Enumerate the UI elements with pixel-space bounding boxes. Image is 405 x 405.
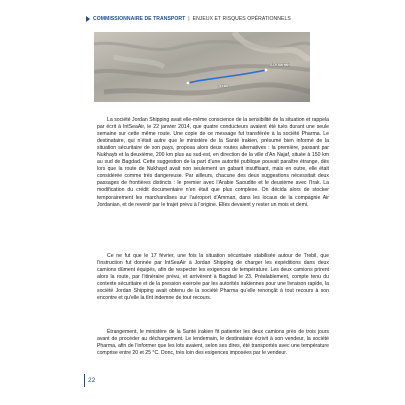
header-separator: | xyxy=(188,16,190,22)
trebil-marker xyxy=(187,82,190,85)
map-label-alkhalil: Al-Kharrah xyxy=(270,63,290,67)
header-title: COMMISSIONNAIRE DE TRANSPORT xyxy=(93,16,186,22)
paragraph-text: La société Jordan Shipping avait elle-même conscience de la sensibilité de la situation et rappela par écrit à IntSeaAir, le 22 janvier 2014, que quatre conducteurs avaient été tués durant une seule semaine sur cette même route. Une copie de ce message fut transférée à la société Pharma. Le destinataire, qui n’était autre que le ministère de la Santé irakien, présumé bien informé de la situation sécuritaire de son pays, proposa alors deux routes alternatives : la première, passant par Nukhayb et la deuxième, 200 km plus au sud-est, en direction de la ville d’An Najaf, située à 150 km au sud de Bagdad. Cette suggestion de la part d’une autorité publique pouvait paraître étrange, dès lors que la route de Nukhayd avait non seulement un gabarit insuffisant, mais en outre, elle était considérée comme très dangereuse. Par ailleurs, chacune des deux suggestions nécessitait deux passages de frontières distincts : le premier avec l’Arabie Saoudite et le deuxième avec l’Irak. La modification du crédit documentaire n’en était que plus complexe. On décida alors de stocker temporairement les marchandises sur l’aéroport d’Amman, dans les locaux de la compagnie Air Jordanian, et de revenir par le trajet prévu à l’origine. Elles devaient y rester un mois et demi. xyxy=(97,117,329,208)
page-number: 22 xyxy=(88,377,96,384)
paragraph-text: Étrangement, le ministère de la Santé irakien fit patienter les deux camions près de trois jours avant de procéder au déchargement. Le lendemain, le destinataire écrivit à son vendeur, la société Pharma, afin de l’informer que les lots avaient, selon ses dires, été transportés avec une température comprise entre 20 et 25 °C. Donc, très loin des exigences imposées par le vendeur. xyxy=(97,329,329,357)
map-terrain xyxy=(94,32,310,102)
running-header xyxy=(86,14,376,24)
paragraph-text: Ce ne fut que le 17 février, une fois la situation sécuritaire stabilisée autour de Trebil, que l’instruction fut donnée par IntSeaAir à Jordan Shipping de charger les expéditions dans deux camions dûment équipés, afin de respecter les exigences de température. Les deux camions prirent alors la route, par l’itinéraire prévu, et arrivèrent à Bagdad le 23. Préalablement, compte tenu du contexte sécuritaire et de la pression exercée par les autorités irakiennes pour une livraison rapide, la société Jordan Shipping avait obtenu de la société Pharma qu’elle renonçât à tout recours à son encontre et qu’elle la tînt indemne de tout recours. xyxy=(97,253,329,302)
chevron-right-icon xyxy=(86,16,90,22)
alkhalil-marker xyxy=(265,69,268,72)
body-paragraph-2 xyxy=(97,253,329,302)
map-label-trebil: Trebil xyxy=(218,84,229,88)
page-footer xyxy=(84,374,104,387)
footer-rule xyxy=(84,374,85,387)
route-map xyxy=(94,32,310,102)
body-paragraph-3 xyxy=(97,329,329,357)
body-paragraph-1 xyxy=(97,117,329,209)
header-subtitle: ENJEUX ET RISQUES OPÉRATIONNELS xyxy=(192,16,291,22)
